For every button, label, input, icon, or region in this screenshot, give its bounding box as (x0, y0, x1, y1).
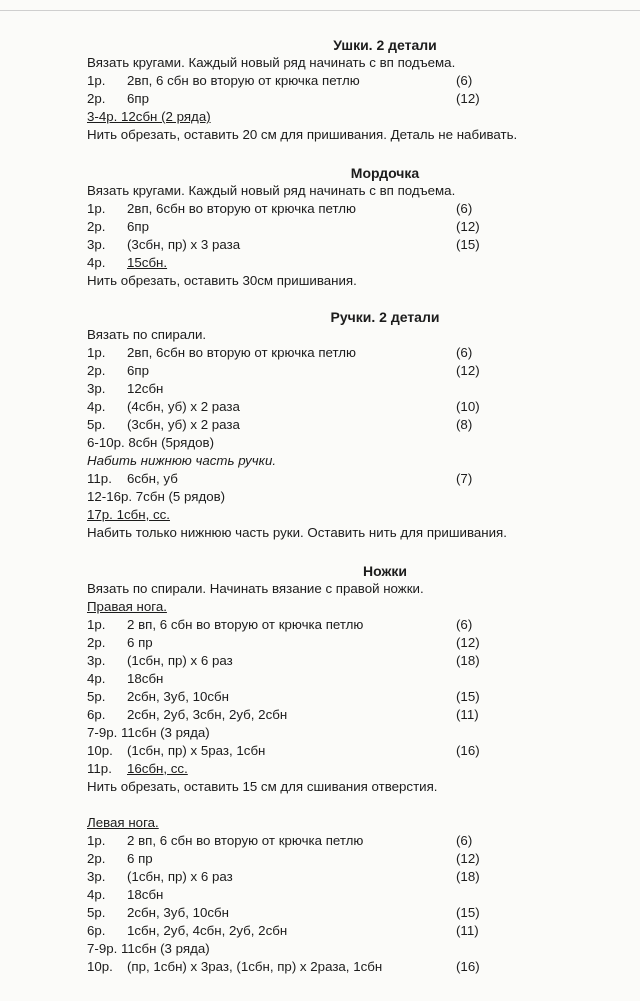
row-text: Набить только нижнюю часть руки. Оставить нить для пришивания. (87, 525, 507, 540)
top-divider (0, 10, 640, 11)
stitch-count: (6) (456, 201, 473, 216)
row-text: 6сбн, уб (127, 471, 178, 486)
row-text: 12-16р. 7сбн (5 рядов) (87, 489, 226, 504)
row-number: 5р. (87, 905, 106, 920)
instruction-line (0, 126, 640, 144)
row-number: 4р. (87, 887, 106, 902)
legs-section (0, 562, 640, 796)
instruction-line (0, 434, 640, 452)
instruction-line (0, 488, 640, 506)
row-number: 11р. (87, 761, 112, 776)
row-number: 11р. (87, 471, 112, 486)
row-text: 2сбн, 2уб, 3сбн, 2уб, 2сбн (127, 707, 288, 722)
row-number: 5р. (87, 417, 106, 432)
stitch-count: (10) (456, 399, 480, 414)
pattern-row (0, 254, 640, 272)
pattern-row (0, 922, 640, 940)
row-text: 2вп, 6 сбн во вторую от крючка петлю (127, 73, 360, 88)
row-number: 2р. (87, 635, 106, 650)
row-number: 4р. (87, 399, 106, 414)
stitch-count: (18) (456, 653, 480, 668)
pattern-row (0, 380, 640, 398)
row-text: 3-4р. 12сбн (2 ряда) (87, 109, 211, 124)
pattern-row (0, 90, 640, 108)
row-number: 6р. (87, 923, 106, 938)
stitch-count: (12) (456, 851, 480, 866)
row-text: (3сбн, уб) х 2 раза (127, 417, 240, 432)
stitch-count: (18) (456, 869, 480, 884)
stitch-count: (6) (456, 73, 473, 88)
row-text: 2сбн, 3уб, 10сбн (127, 689, 229, 704)
row-text: Нить обрезать, оставить 20 см для пришивания. Деталь не набивать. (87, 127, 518, 142)
pattern-row (0, 652, 640, 670)
row-text: 18сбн (127, 887, 164, 902)
section-title: Мордочка (350, 165, 420, 181)
muzzle-section (0, 164, 640, 290)
row-text: 6пр (127, 363, 149, 378)
row-number: 2р. (87, 851, 106, 866)
row-number: 3р. (87, 381, 106, 396)
row-text: (3сбн, пр) х 3 раза (127, 237, 241, 252)
row-text: 2 вп, 6 сбн во вторую от крючка петлю (127, 617, 364, 632)
instruction-line (0, 778, 640, 796)
row-number: 3р. (87, 237, 106, 252)
row-text: Набить нижнюю часть ручки. (87, 453, 277, 468)
row-text: 2вп, 6сбн во вторую от крючка петлю (127, 345, 357, 360)
instruction-line (0, 182, 640, 200)
row-text: 6 пр (127, 851, 153, 866)
pattern-row (0, 832, 640, 850)
ears-section (0, 36, 640, 144)
row-text: 2вп, 6сбн во вторую от крючка петлю (127, 201, 357, 216)
instruction-line (0, 272, 640, 290)
instruction-line (0, 452, 640, 470)
section-title: Ножки (362, 563, 408, 579)
stitch-count: (15) (456, 689, 480, 704)
instruction-line (0, 326, 640, 344)
row-number: 10р. (87, 959, 113, 974)
instruction-line (0, 814, 640, 832)
row-text: Нить обрезать, оставить 15 см для сшивания отверстия. (87, 779, 438, 794)
stitch-count: (15) (456, 905, 480, 920)
row-text: 2сбн, 3уб, 10сбн (127, 905, 229, 920)
stitch-count: (15) (456, 237, 480, 252)
row-number: 2р. (87, 363, 106, 378)
pattern-row (0, 200, 640, 218)
row-text: 15сбн. (127, 255, 168, 270)
section-title: Ушки. 2 детали (333, 37, 437, 53)
pattern-row (0, 470, 640, 488)
row-text: 16сбн, сс. (127, 761, 188, 776)
pattern-row (0, 688, 640, 706)
pattern-row (0, 760, 640, 778)
instruction-line (0, 524, 640, 542)
stitch-count: (6) (456, 833, 473, 848)
pattern-row (0, 670, 640, 688)
pattern-row (0, 344, 640, 362)
row-number: 5р. (87, 689, 106, 704)
row-text: Вязать кругами. Каждый новый ряд начинать с вп подъема. (87, 183, 456, 198)
row-number: 6р. (87, 707, 106, 722)
instruction-line (0, 580, 640, 598)
row-text: 7-9р. 11сбн (3 ряда) (87, 941, 210, 956)
stitch-count: (6) (456, 617, 473, 632)
row-text: 6пр (127, 91, 149, 106)
pattern-row (0, 72, 640, 90)
row-text: 6пр (127, 219, 149, 234)
instruction-line (0, 940, 640, 958)
row-text: 12сбн (127, 381, 164, 396)
row-number: 1р. (87, 617, 106, 632)
row-text: (4сбн, уб) х 2 раза (127, 399, 240, 414)
pattern-row (0, 850, 640, 868)
instruction-line (0, 54, 640, 72)
stitch-count: (8) (456, 417, 473, 432)
row-number: 2р. (87, 219, 106, 234)
pattern-row (0, 398, 640, 416)
row-text: 6 пр (127, 635, 153, 650)
stitch-count: (11) (456, 707, 479, 722)
stitch-count: (12) (456, 363, 480, 378)
pattern-row (0, 706, 640, 724)
row-text: Вязать по спирали. (87, 327, 207, 342)
instruction-line (0, 724, 640, 742)
stitch-count: (16) (456, 743, 480, 758)
row-text: (1сбн, пр) х 6 раз (127, 653, 233, 668)
row-number: 10р. (87, 743, 113, 758)
stitch-count: (12) (456, 91, 480, 106)
left-leg-section (0, 814, 640, 976)
pattern-row (0, 416, 640, 434)
stitch-count: (6) (456, 345, 473, 360)
pattern-row (0, 904, 640, 922)
instruction-line (0, 506, 640, 524)
row-text: Левая нога. (87, 815, 159, 830)
stitch-count: (7) (456, 471, 473, 486)
row-number: 2р. (87, 91, 106, 106)
row-text: Нить обрезать, оставить 30см пришивания. (87, 273, 357, 288)
stitch-count: (12) (456, 635, 480, 650)
row-text: Вязать по спирали. Начинать вязание с правой ножки. (87, 581, 424, 596)
row-text: Правая нога. (87, 599, 167, 614)
stitch-count: (16) (456, 959, 480, 974)
row-number: 3р. (87, 653, 106, 668)
pattern-row (0, 616, 640, 634)
row-number: 1р. (87, 345, 106, 360)
instruction-line (0, 108, 640, 126)
row-text: Вязать кругами. Каждый новый ряд начинать с вп подъема. (87, 55, 456, 70)
instruction-line (0, 598, 640, 616)
pattern-row (0, 958, 640, 976)
section-title: Ручки. 2 детали (330, 309, 440, 325)
pattern-row (0, 634, 640, 652)
stitch-count: (11) (456, 923, 479, 938)
row-number: 3р. (87, 869, 106, 884)
arms-section (0, 308, 640, 542)
pattern-row (0, 742, 640, 760)
row-text: (пр, 1сбн) х 3раз, (1сбн, пр) х 2раза, 1сбн (127, 959, 383, 974)
pattern-row (0, 362, 640, 380)
row-text: 1сбн, 2уб, 4сбн, 2уб, 2сбн (127, 923, 288, 938)
row-text: (1сбн, пр) х 5раз, 1сбн (127, 743, 266, 758)
row-text: 6-10р. 8сбн (5рядов) (87, 435, 215, 450)
row-number: 1р. (87, 201, 106, 216)
row-text: (1сбн, пр) х 6 раз (127, 869, 233, 884)
pattern-row (0, 236, 640, 254)
row-text: 7-9р. 11сбн (3 ряда) (87, 725, 210, 740)
pattern-row (0, 868, 640, 886)
pattern-row (0, 886, 640, 904)
row-number: 4р. (87, 671, 106, 686)
stitch-count: (12) (456, 219, 480, 234)
row-text: 18сбн (127, 671, 164, 686)
row-number: 4р. (87, 255, 106, 270)
row-text: 17р. 1сбн, сс. (87, 507, 170, 522)
row-number: 1р. (87, 833, 106, 848)
row-number: 1р. (87, 73, 106, 88)
pattern-row (0, 218, 640, 236)
row-text: 2 вп, 6 сбн во вторую от крючка петлю (127, 833, 364, 848)
